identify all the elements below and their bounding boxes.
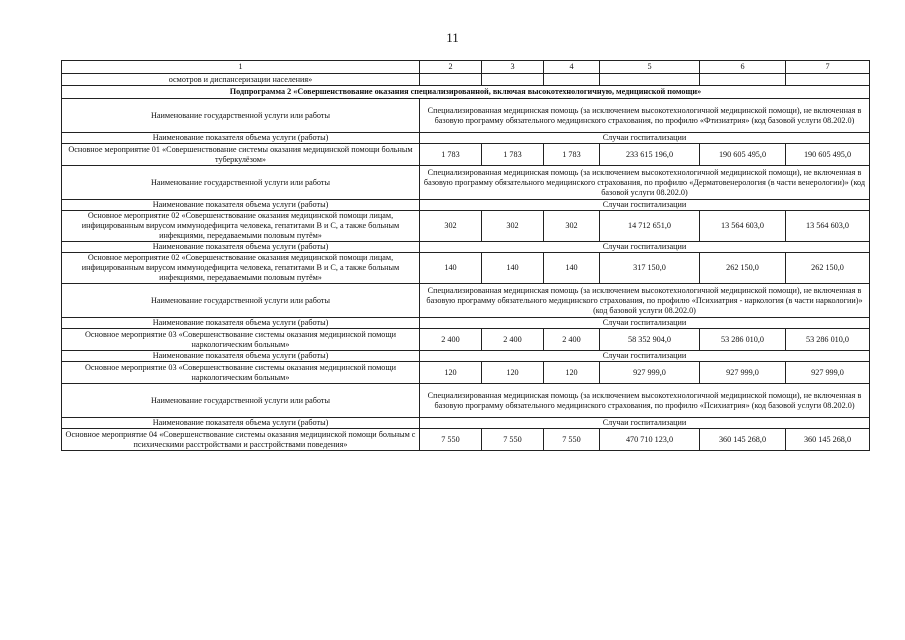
volume-cell: 7 550 (482, 429, 544, 451)
activity-row (62, 253, 870, 284)
empty-cell (700, 74, 786, 86)
service-name-row (62, 166, 870, 200)
finance-cell: 927 999,0 (786, 362, 870, 384)
volume-cell: 7 550 (420, 429, 482, 451)
service-name-row (62, 284, 870, 318)
indicator-value: Случаи госпитализации (420, 133, 870, 144)
volume-cell: 1 783 (544, 144, 600, 166)
row-label: Наименование показателя объема услуги (работы) (62, 242, 420, 253)
row-label: Наименование показателя объема услуги (работы) (62, 418, 420, 429)
activity-label: Основное мероприятие 02 «Совершенствование оказания медицинской помощи лицам, инфицированным вирусом иммунодефицита человека, гепатитами В и С, а также больным инфекциями, передаваемыми половым путём» (62, 211, 420, 242)
volume-cell: 1 783 (482, 144, 544, 166)
row-label: Наименование показателя объема услуги (работы) (62, 200, 420, 211)
row-label: Наименование показателя объема услуги (работы) (62, 351, 420, 362)
volume-cell: 302 (482, 211, 544, 242)
row-label: Наименование государственной услуги или работы (62, 166, 420, 200)
row-label: Наименование показателя объема услуги (работы) (62, 133, 420, 144)
finance-cell: 58 352 904,0 (600, 329, 700, 351)
service-description: Специализированная медицинская помощь (за исключением высокотехнологичной медицинской помощи), не включенная в базовую программу обязательного медицинского страхования, по профилю «Дерматовенерология (в части венерологии)» (код базовой услуги 08.202.0) (420, 166, 870, 200)
volume-cell: 2 400 (420, 329, 482, 351)
column-number: 2 (420, 61, 482, 74)
volume-cell: 302 (420, 211, 482, 242)
indicator-value: Случаи госпитализации (420, 318, 870, 329)
activity-row (62, 362, 870, 384)
finance-cell: 927 999,0 (600, 362, 700, 384)
activity-label: Основное мероприятие 01 «Совершенствование системы оказания медицинской помощи больным туберкулёзом» (62, 144, 420, 166)
column-number: 1 (62, 61, 420, 74)
finance-cell: 53 286 010,0 (700, 329, 786, 351)
volume-cell: 140 (482, 253, 544, 284)
subprogram-row (62, 86, 870, 99)
finance-cell: 360 145 268,0 (786, 429, 870, 451)
page-number: 11 (446, 30, 459, 45)
finance-cell: 13 564 603,0 (786, 211, 870, 242)
finance-cell: 13 564 603,0 (700, 211, 786, 242)
indicator-row (62, 351, 870, 362)
finance-cell: 190 605 495,0 (786, 144, 870, 166)
volume-cell: 1 783 (420, 144, 482, 166)
finance-cell: 262 150,0 (700, 253, 786, 284)
finance-cell: 233 615 196,0 (600, 144, 700, 166)
empty-cell (482, 74, 544, 86)
activity-label: Основное мероприятие 02 «Совершенствование оказания медицинской помощи лицам, инфицированным вирусом иммунодефицита человека, гепатитами В и С, а также больным инфекциями, передаваемыми половым путём» (62, 253, 420, 284)
indicator-row (62, 200, 870, 211)
row-label: Наименование государственной услуги или работы (62, 284, 420, 318)
indicator-value: Случаи госпитализации (420, 200, 870, 211)
column-number: 4 (544, 61, 600, 74)
volume-cell: 140 (420, 253, 482, 284)
finance-cell: 317 150,0 (600, 253, 700, 284)
column-number: 3 (482, 61, 544, 74)
empty-cell (600, 74, 700, 86)
volume-cell: 7 550 (544, 429, 600, 451)
volume-cell: 302 (544, 211, 600, 242)
empty-cell (544, 74, 600, 86)
indicator-value: Случаи госпитализации (420, 418, 870, 429)
volume-cell: 2 400 (544, 329, 600, 351)
column-number-row (62, 61, 870, 74)
service-description: Специализированная медицинская помощь (за исключением высокотехнологичной медицинской помощи), не включенная в базовую программу обязательного медицинского страхования, по профилю «Психиатрия» (код базовой услуги 08.202.0) (420, 384, 870, 418)
activity-label: Основное мероприятие 03 «Совершенствование системы оказания медицинской помощи наркологическим больным» (62, 362, 420, 384)
subprogram-title: Подпрограмма 2 «Совершенствование оказания специализированной, включая высокотехнологичную, медицинской помощи» (62, 86, 870, 99)
activity-row (62, 329, 870, 351)
indicator-row (62, 318, 870, 329)
empty-cell (420, 74, 482, 86)
service-description: Специализированная медицинская помощь (за исключением высокотехнологичной медицинской помощи), не включенная в базовую программу обязательного медицинского страхования, по профилю «Психиатрия - наркология (в части наркологии)» (код базовой услуги 08.202.0) (420, 284, 870, 318)
indicator-row (62, 242, 870, 253)
column-number: 5 (600, 61, 700, 74)
row-label: осмотров и диспансеризации населения» (62, 74, 420, 86)
budget-table (61, 60, 870, 451)
finance-cell: 190 605 495,0 (700, 144, 786, 166)
continuation-row (62, 74, 870, 86)
empty-cell (786, 74, 870, 86)
activity-label: Основное мероприятие 03 «Совершенствование системы оказания медицинской помощи наркологическим больным» (62, 329, 420, 351)
activity-row (62, 144, 870, 166)
row-label: Наименование государственной услуги или работы (62, 384, 420, 418)
activity-label: Основное мероприятие 04 «Совершенствование системы оказания медицинской помощи больным с психическими расстройствами и расстройствами поведения» (62, 429, 420, 451)
finance-cell: 927 999,0 (700, 362, 786, 384)
activity-row (62, 211, 870, 242)
volume-cell: 2 400 (482, 329, 544, 351)
service-name-row (62, 99, 870, 133)
finance-cell: 14 712 651,0 (600, 211, 700, 242)
indicator-value: Случаи госпитализации (420, 242, 870, 253)
finance-cell: 262 150,0 (786, 253, 870, 284)
volume-cell: 120 (420, 362, 482, 384)
activity-row (62, 429, 870, 451)
service-name-row (62, 384, 870, 418)
volume-cell: 120 (544, 362, 600, 384)
finance-cell: 360 145 268,0 (700, 429, 786, 451)
finance-cell: 470 710 123,0 (600, 429, 700, 451)
indicator-value: Случаи госпитализации (420, 351, 870, 362)
column-number: 7 (786, 61, 870, 74)
volume-cell: 120 (482, 362, 544, 384)
volume-cell: 140 (544, 253, 600, 284)
indicator-row (62, 418, 870, 429)
service-description: Специализированная медицинская помощь (за исключением высокотехнологичной медицинской помощи), не включенная в базовую программу обязательного медицинского страхования, по профилю «Фтизиатрия» (код базовой услуги 08.202.0) (420, 99, 870, 133)
row-label: Наименование государственной услуги или работы (62, 99, 420, 133)
column-number: 6 (700, 61, 786, 74)
table-body (62, 61, 870, 451)
finance-cell: 53 286 010,0 (786, 329, 870, 351)
indicator-row (62, 133, 870, 144)
row-label: Наименование показателя объема услуги (работы) (62, 318, 420, 329)
